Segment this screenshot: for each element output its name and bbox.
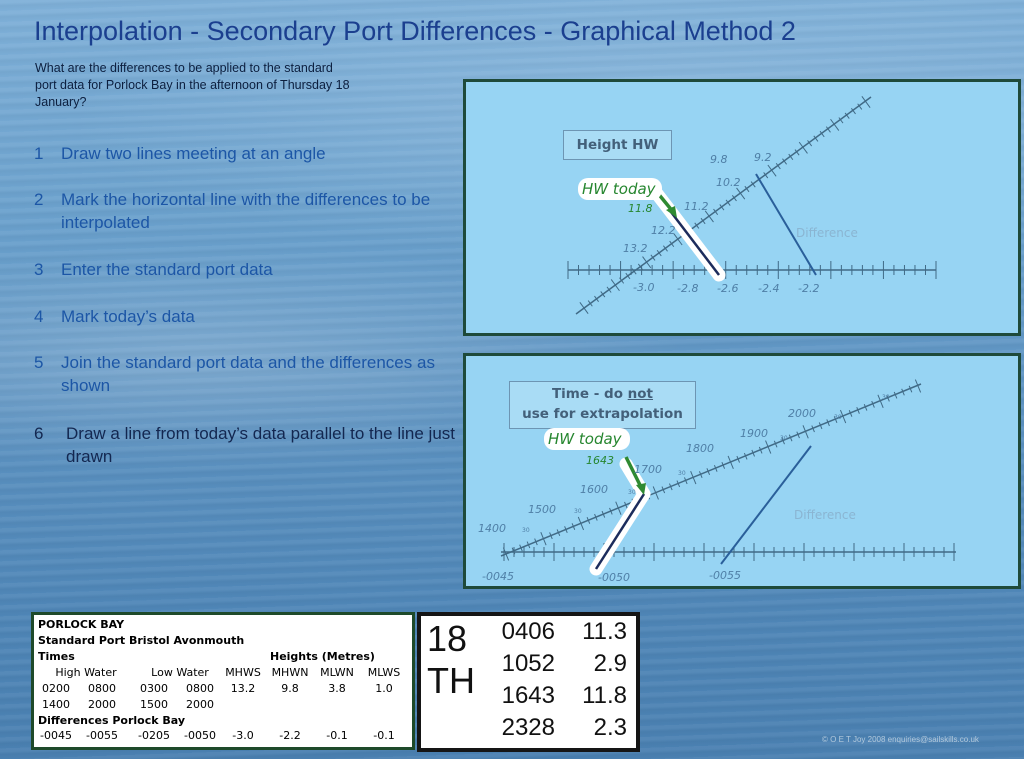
minor-label: 30 [522, 527, 530, 534]
tide-time: 0406 [501, 618, 555, 645]
height-join-line [756, 174, 816, 275]
time-label-not: not [627, 386, 654, 402]
step-text: Mark the horizontal line with the differences to be interpolated [61, 190, 431, 232]
step-number: 6 [34, 424, 44, 443]
slope-label: 9.8 [710, 153, 728, 166]
step-number: 2 [34, 190, 44, 209]
table-cell: 3.8 [328, 682, 346, 695]
table-cell: 0200 [42, 682, 70, 695]
difference-label: Difference [794, 508, 856, 522]
heights-label: Heights (Metres) [270, 650, 375, 663]
time-slope-labels [478, 407, 816, 535]
slope-label: 1900 [740, 427, 768, 440]
table-cell: 9.8 [281, 682, 299, 695]
table-cell: 1.0 [375, 682, 393, 695]
slope-label: 11.2 [684, 200, 709, 213]
table-cell: -0050 [184, 729, 216, 742]
table-cell: 1500 [140, 698, 168, 711]
time-axis-labels [482, 569, 741, 584]
hw-today-label: HW today [548, 430, 622, 448]
step-text: Enter the standard port data [61, 260, 273, 279]
times-label: Times [38, 650, 75, 663]
axis-label: -2.6 [717, 282, 739, 295]
time-diagram-svg [466, 356, 1018, 586]
header-low-water: Low Water [151, 666, 209, 679]
time-diagram-panel [463, 353, 1021, 589]
header-mlwn: MLWN [320, 666, 354, 679]
table-cell: 13.2 [230, 682, 256, 695]
slope-label: 9.2 [754, 151, 772, 164]
table-cell: -0045 [40, 729, 72, 742]
tide-height: 11.8 [582, 682, 627, 709]
standard-port: Standard Port Bristol Avonmouth [38, 634, 245, 647]
axis-label: -2.2 [798, 282, 820, 295]
slope-label: 10.2 [716, 176, 741, 189]
slope-label: 13.2 [623, 242, 648, 255]
tide-height: 11.3 [582, 618, 627, 645]
step-text: Mark today’s data [61, 307, 195, 326]
table-cell: 2000 [88, 698, 116, 711]
table-cell: 0800 [88, 682, 116, 695]
tide-height: 2.3 [593, 714, 627, 741]
table-cell: -0055 [86, 729, 118, 742]
height-diagram-svg [466, 82, 1018, 333]
slope-label: 1800 [686, 442, 714, 455]
port-name: PORLOCK BAY [38, 618, 125, 631]
table-cell: 0800 [186, 682, 214, 695]
copyright-text: © O E T Joy 2008 enquiries@sailskills.co.uk [822, 735, 979, 744]
table-cell: 2000 [186, 698, 214, 711]
tide-time: 1643 [501, 682, 555, 709]
hw-today-value: 1643 [586, 454, 614, 467]
page-title: Interpolation - Secondary Port Differences - Graphical Method 2 [34, 16, 796, 46]
table-cell: 0300 [140, 682, 168, 695]
day-number: 18 [427, 618, 468, 659]
step-number: 3 [34, 260, 44, 279]
step-number: 1 [34, 144, 44, 163]
slope-label: 1500 [528, 503, 556, 516]
table-cell: -0.1 [373, 729, 395, 742]
height-axis-labels [633, 281, 819, 295]
step-text: Draw two lines meeting at an angle [61, 144, 326, 163]
tide-height: 2.9 [593, 650, 627, 677]
question-text: What are the differences to be applied to the standard port data for Porlock Bay in the afternoon of Thursday 18 January? [35, 61, 350, 109]
minor-label: 30 [780, 435, 788, 442]
minor-label: 30 [882, 394, 890, 401]
tide-times-box [417, 612, 640, 752]
day-suffix: TH [427, 660, 475, 701]
tide-time: 1052 [501, 650, 555, 677]
hw-today-value: 11.8 [628, 202, 653, 215]
minor-label: 30 [574, 508, 582, 515]
step-number: 4 [34, 307, 44, 326]
axis-label: -0050 [598, 571, 630, 584]
axis-label: -0055 [709, 569, 741, 582]
time-slope-axis [501, 384, 921, 556]
time-label-line1: Time - do [551, 386, 628, 402]
slope-label: 2000 [788, 407, 816, 420]
height-parallel-line [671, 212, 719, 275]
height-hw-label: Height HW [563, 130, 672, 160]
axis-label: -0045 [482, 570, 514, 583]
axis-label: -2.4 [758, 282, 780, 295]
minor-label: 30 [628, 489, 636, 496]
table-cell: -0205 [138, 729, 170, 742]
slope-label: 1600 [580, 483, 608, 496]
header-high-water: High Water [55, 666, 117, 679]
hw-today-label: HW today [582, 180, 656, 198]
slope-label: 1700 [634, 463, 662, 476]
table-cell: -0.1 [326, 729, 348, 742]
slope-label: 12.2 [651, 224, 676, 237]
difference-label: Difference [796, 226, 858, 240]
minor-label: 30 [678, 470, 686, 477]
step-text: Join the standard port data and the differences as shown [61, 353, 435, 395]
tidal-data-table [31, 612, 415, 750]
height-diagram-panel [463, 79, 1021, 336]
header-mhwn: MHWN [271, 666, 309, 679]
slope-label: 1400 [478, 522, 506, 535]
step-text: Draw a line from today’s data parallel to the line just drawn [66, 424, 455, 466]
time-label-line2: use for extrapolation [522, 406, 683, 422]
tide-time: 2328 [501, 714, 555, 741]
minor-label: 30 [834, 414, 842, 421]
differences-label: Differences Porlock Bay [38, 714, 186, 727]
axis-label: -2.8 [677, 282, 699, 295]
table-cell: 1400 [42, 698, 70, 711]
header-mlws: MLWS [367, 666, 401, 679]
header-mhws: MHWS [225, 666, 261, 679]
table-cell: -2.2 [279, 729, 301, 742]
time-parallel-line [596, 494, 644, 569]
table-cell: -3.0 [232, 729, 254, 742]
step-number: 5 [34, 353, 44, 372]
axis-label: -3.0 [633, 281, 655, 294]
time-join-line [721, 446, 811, 564]
